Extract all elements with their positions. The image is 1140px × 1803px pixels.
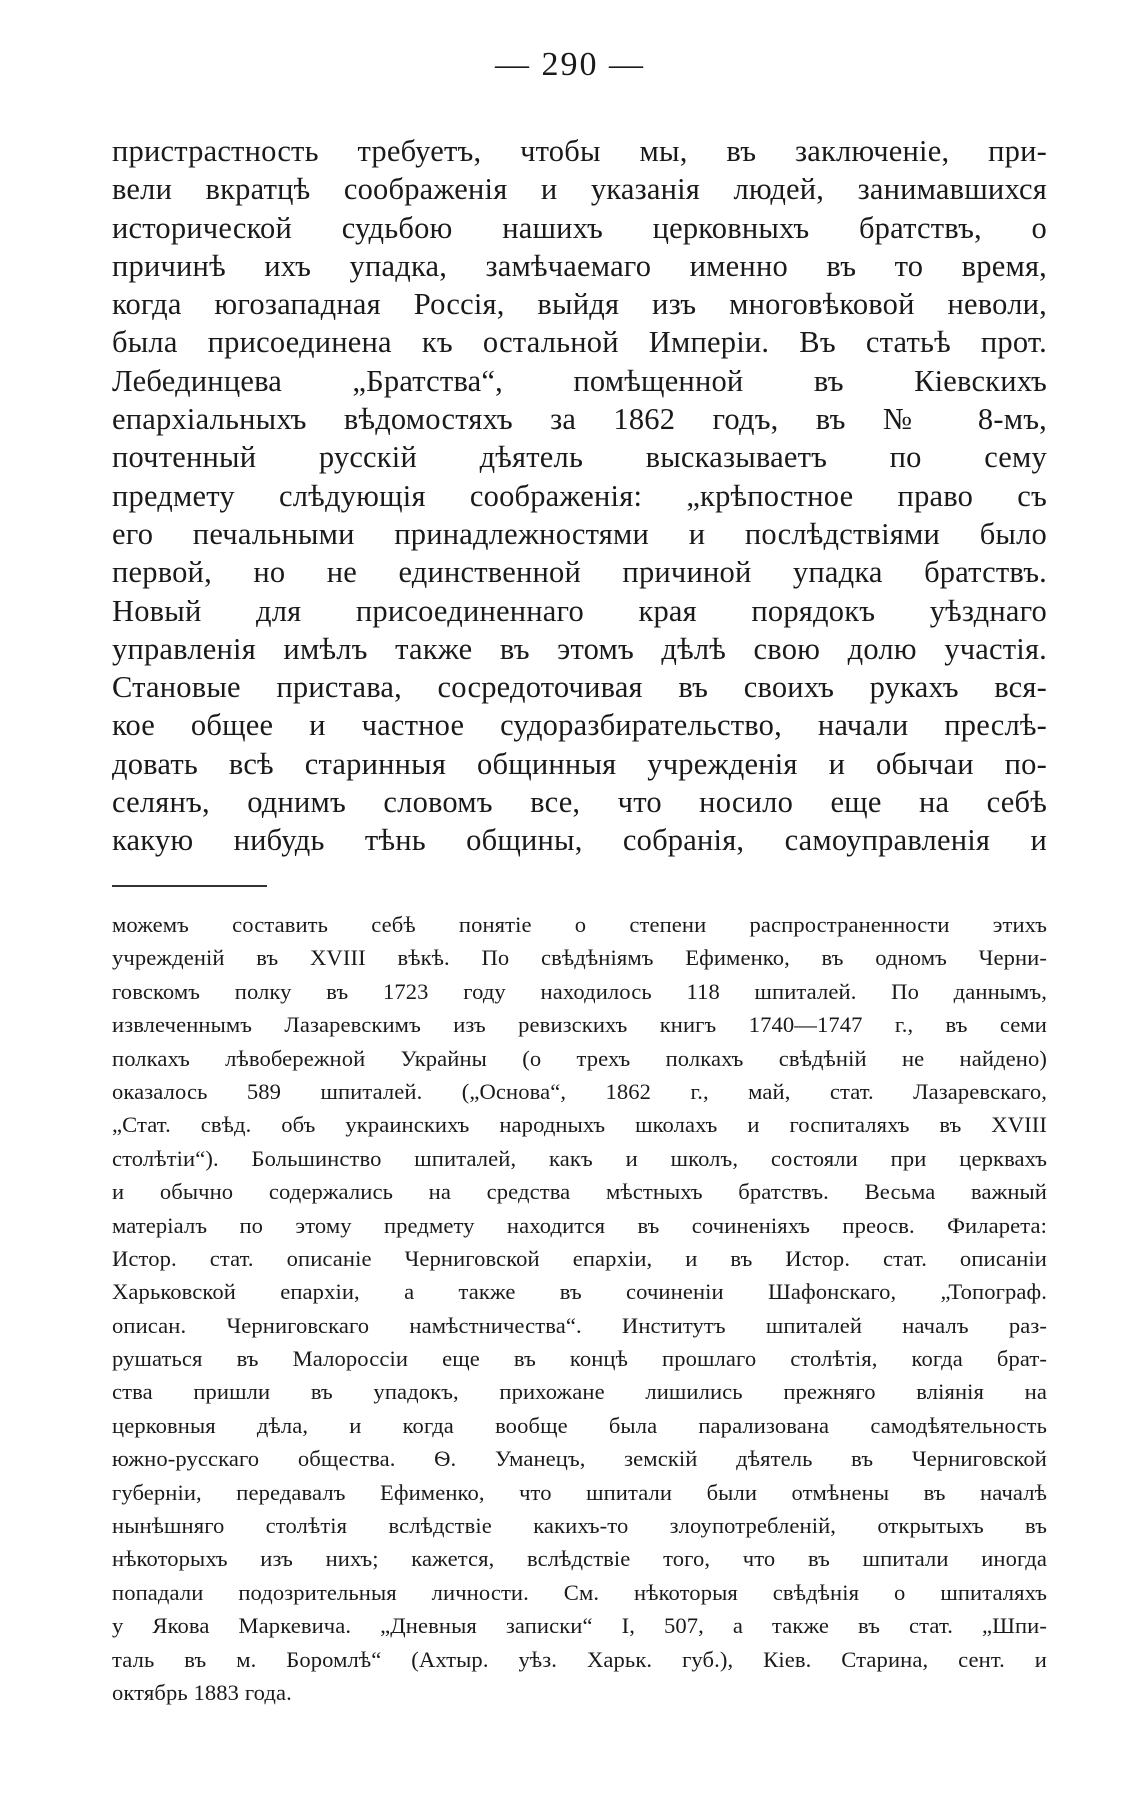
footnote-line: и обычно содержались на средства мѣстныхъ братствъ. Весьма важный	[112, 1179, 1047, 1205]
main-text-line: исторической судьбою нашихъ церковныхъ братствъ, о	[112, 210, 1047, 245]
main-text-line: управленія имѣлъ также въ этомъ дѣлѣ свою долю участія.	[112, 631, 1047, 666]
footnote-line: нынѣшняго столѣтія вслѣдствіе какихъ-то злоупотребленій, открытыхъ въ	[112, 1513, 1047, 1539]
main-text-line: пристрастность требуетъ, чтобы мы, въ заключеніе, при-	[112, 134, 1047, 168]
main-text-line: была присоединена къ остальной Имперіи. Въ статьѣ прот.	[112, 325, 1047, 360]
footnote-line: попадали подозрительныя личности. См. нѣкоторыя свѣдѣнія о шпиталяхъ	[112, 1579, 1047, 1605]
footnote-line: матеріалъ по этому предмету находится въ сочиненіяхъ преосв. Филарета:	[112, 1212, 1047, 1238]
footnote-line: Истор. стат. описаніе Черниговской епархіи, и въ Истор. стат. описаніи	[112, 1245, 1047, 1271]
footnote-divider	[112, 885, 267, 887]
footnote-line: „Стат. свѣд. объ украинскихъ народныхъ школахъ и госпиталяхъ въ XVIII	[112, 1112, 1047, 1138]
main-text-line: кое общее и частное судоразбирательство, начали преслѣ-	[112, 708, 1047, 743]
main-text-line: Лебединцева „Братства“, помѣщенной въ Кіевскихъ	[112, 363, 1047, 398]
main-text-line: какую нибудь тѣнь общины, собранія, самоуправленія и	[112, 823, 1047, 858]
footnote-line: таль въ м. Боромлѣ“ (Ахтыр. уѣз. Харьк. губ.), Кіев. Старина, сент. и	[112, 1646, 1047, 1672]
page-number: — 290 —	[495, 46, 645, 83]
footnote-line: оказалось 589 шпиталей. („Основа“, 1862 г., май, стат. Лазаревскаго,	[112, 1078, 1047, 1104]
footnote-line: рушаться въ Малороссіи еще въ концѣ прошлаго столѣтія, когда брат-	[112, 1346, 1047, 1372]
footnote-line: говскомъ полку въ 1723 году находилось 118 шпиталей. По даннымъ,	[112, 978, 1047, 1004]
footnote-line: Харьковской епархіи, а также въ сочиненіи Шафонскаго, „Топограф.	[112, 1279, 1047, 1305]
footnote-line: описан. Черниговскаго намѣстничества“. Институтъ шпиталей началъ раз-	[112, 1312, 1047, 1338]
main-text-line: епархіальныхъ вѣдомостяхъ за 1862 годъ, въ № 8-мъ,	[112, 402, 1047, 437]
footnote-line: можемъ составить себѣ понятіе о степени распространенности этихъ	[112, 912, 1047, 937]
main-text-block	[112, 132, 1047, 860]
footnote-line: учрежденій въ XVIII вѣкѣ. По свѣдѣніямъ Ефименко, въ одномъ Черни-	[112, 945, 1047, 971]
footnote-line: южно-русскаго общества. Ѳ. Уманецъ, земскій дѣятель въ Черниговской	[112, 1446, 1047, 1472]
main-text-line: когда югозападная Россія, выйдя изъ многовѣковой неволи,	[112, 287, 1047, 322]
main-text-line: селянъ, однимъ словомъ все, что носило еще на себѣ	[112, 785, 1047, 820]
main-text-line: причинѣ ихъ упадка, замѣчаемаго именно въ то время,	[112, 248, 1047, 283]
footnote-line: столѣтіи“). Большинство шпиталей, какъ и школъ, состояли при церквахъ	[112, 1145, 1047, 1171]
main-text-line: Становые пристава, сосредоточивая въ своихъ рукахъ вся-	[112, 670, 1047, 705]
main-text-line: довать всѣ старинныя общинныя учрежденія и обычаи по-	[112, 746, 1047, 781]
footnote-line: полкахъ лѣвобережной Украйны (о трехъ полкахъ свѣдѣній не найдено)	[112, 1045, 1047, 1071]
footnote-line: ства пришли въ упадокъ, прихожане лишились прежняго вліянія на	[112, 1379, 1047, 1405]
main-text-line: почтенный русскій дѣятель высказываетъ по сему	[112, 440, 1047, 475]
footnote-line: извлеченнымъ Лазаревскимъ изъ ревизскихъ книгъ 1740—1747 г., въ семи	[112, 1012, 1047, 1038]
main-text-line: предмету слѣдующія соображенія: „крѣпостное право съ	[112, 478, 1047, 513]
footnote-line: октябрь 1883 года.	[112, 1679, 292, 1705]
footnote-line: нѣкоторыхъ изъ нихъ; кажется, вслѣдствіе того, что въ шпитали иногда	[112, 1546, 1047, 1572]
main-text-line: вели вкратцѣ соображенія и указанія людей, занимавшихся	[112, 172, 1047, 207]
footnote-line: губерніи, передавалъ Ефименко, что шпитали были отмѣнены въ началѣ	[112, 1479, 1047, 1505]
main-text-line: Новый для присоединеннаго края порядокъ уѣзднаго	[112, 593, 1047, 628]
footnote-line: у Якова Маркевича. „Дневныя записки“ I, 507, а также въ стат. „Шпи-	[112, 1613, 1047, 1639]
footnote-line: церковныя дѣла, и когда вообще была парализована самодѣятельность	[112, 1412, 1047, 1438]
footnote-block	[112, 908, 1047, 1709]
main-text-line: первой, но не единственной причиной упадка братствъ.	[112, 555, 1047, 590]
main-text-line: его печальными принадлежностями и послѣдствіями было	[112, 516, 1047, 551]
